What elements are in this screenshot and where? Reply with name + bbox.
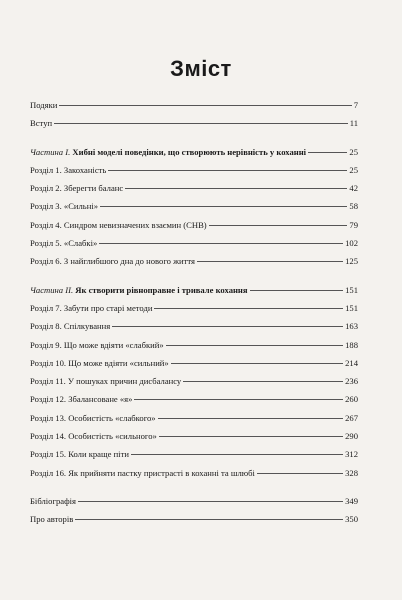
toc-page-number: 102 bbox=[345, 238, 358, 249]
toc-page-number: 25 bbox=[349, 164, 358, 175]
dot-leader bbox=[308, 152, 347, 153]
part-heading bbox=[30, 148, 306, 157]
part-title: Хибні моделі поведінки, що створюють нерівність у коханні bbox=[72, 146, 307, 157]
toc-entry-label: Розділ 5. «Слабкі» bbox=[30, 238, 98, 249]
toc-page-number: 58 bbox=[349, 201, 358, 212]
toc-entry-label: Розділ 14. Особистість «сильного» bbox=[30, 431, 157, 442]
toc-entry-label: Розділ 6. З найглибшого дна до нового життя bbox=[30, 256, 195, 267]
dot-leader bbox=[158, 418, 344, 419]
toc-entry-label: Розділ 9. Що може вдіяти «слабкий» bbox=[30, 339, 164, 350]
dot-leader bbox=[78, 501, 343, 502]
dot-leader bbox=[250, 290, 344, 291]
toc-page-number: 42 bbox=[349, 183, 358, 194]
toc-page-number: 25 bbox=[349, 146, 358, 157]
toc-entry-label: Розділ 16. Як прийняти пастку пристрасті в коханні та шлюбі bbox=[30, 467, 255, 478]
part-heading bbox=[30, 286, 248, 295]
toc-entry-bibliography[interactable] bbox=[30, 497, 358, 515]
dot-leader bbox=[125, 188, 347, 189]
dot-leader bbox=[159, 436, 343, 437]
toc-page-number: 151 bbox=[345, 302, 358, 313]
toc-entry-label: Розділ 8. Спілкування bbox=[30, 321, 111, 332]
toc-entry-label: Розділ 4. Синдром невизначених взаємин (СНВ) bbox=[30, 219, 207, 230]
toc-entry-label: Розділ 3. «Сильні» bbox=[30, 201, 99, 212]
toc-chapter-entry[interactable] bbox=[30, 414, 358, 432]
toc-page-number: 79 bbox=[349, 219, 358, 230]
toc-page-number: 7 bbox=[353, 100, 358, 110]
toc-entry-introduction[interactable] bbox=[30, 119, 358, 137]
toc-page-number: 328 bbox=[345, 467, 358, 478]
toc-entry-label: Розділ 1. Закоханість bbox=[30, 164, 107, 175]
toc-page-number: 125 bbox=[345, 256, 358, 267]
dot-leader bbox=[108, 170, 347, 171]
dot-leader bbox=[54, 123, 348, 124]
toc-entry-label: Розділ 12. Збалансоване «я» bbox=[30, 394, 133, 405]
toc-page-number: 214 bbox=[345, 357, 358, 368]
toc-chapter-entry[interactable] bbox=[30, 450, 358, 468]
toc-entry-label: Про авторів bbox=[30, 514, 74, 525]
toc-page-number: 151 bbox=[345, 284, 358, 295]
dot-leader bbox=[99, 243, 343, 244]
dot-leader bbox=[134, 399, 343, 400]
toc-entry-label: Розділ 10. Що може вдіяти «сильний» bbox=[30, 357, 169, 368]
toc-chapter-entry[interactable] bbox=[30, 377, 358, 395]
toc-entry-label: Подяки bbox=[30, 100, 58, 110]
dot-leader bbox=[183, 381, 343, 382]
toc-part-heading-2[interactable] bbox=[30, 286, 358, 304]
part-number: Частина I. bbox=[30, 146, 71, 157]
dot-leader bbox=[171, 363, 343, 364]
toc-entry-label: Розділ 7. Забути про старі методи bbox=[30, 302, 153, 313]
toc-chapter-entry[interactable] bbox=[30, 166, 358, 184]
toc-entry-label: Розділ 11. У пошуках причин дисбалансу bbox=[30, 376, 182, 387]
toc-chapter-entry[interactable] bbox=[30, 322, 358, 340]
page-title: Зміст bbox=[170, 56, 232, 81]
dot-leader bbox=[257, 473, 343, 474]
toc-entry-label: Розділ 2. Зберегти баланс bbox=[30, 183, 124, 194]
toc-page-number: 312 bbox=[345, 449, 358, 460]
toc-entry-label: Розділ 13. Особистість «слабкого» bbox=[30, 412, 156, 423]
part-title: Як створити рівноправне і тривале кохання bbox=[75, 284, 248, 295]
dot-leader bbox=[59, 105, 351, 106]
toc-page-number: 290 bbox=[345, 431, 358, 442]
toc-page-number: 163 bbox=[345, 321, 358, 332]
part-number: Частина II. bbox=[30, 284, 74, 295]
dot-leader bbox=[100, 206, 347, 207]
toc-chapter-entry[interactable] bbox=[30, 469, 358, 487]
toc-entry-about-authors[interactable] bbox=[30, 515, 358, 533]
toc-chapter-entry[interactable] bbox=[30, 359, 358, 377]
dot-leader bbox=[166, 345, 343, 346]
toc-chapter-entry[interactable] bbox=[30, 257, 358, 275]
toc-page-number: 349 bbox=[345, 495, 358, 506]
toc-chapter-entry[interactable] bbox=[30, 239, 358, 257]
toc-page-number: 188 bbox=[345, 339, 358, 350]
toc-entry-label: Вступ bbox=[30, 118, 53, 129]
dot-leader bbox=[154, 308, 343, 309]
toc-entry-label: Розділ 15. Коли краще піти bbox=[30, 449, 129, 460]
toc-chapter-entry[interactable] bbox=[30, 432, 358, 450]
table-of-contents bbox=[30, 101, 358, 534]
toc-chapter-entry[interactable] bbox=[30, 202, 358, 220]
toc-page-number: 11 bbox=[349, 118, 358, 129]
dot-leader bbox=[112, 326, 343, 327]
toc-page-number: 260 bbox=[345, 394, 358, 405]
toc-page-number: 267 bbox=[345, 412, 358, 423]
dot-leader bbox=[209, 225, 348, 226]
dot-leader bbox=[197, 261, 343, 262]
toc-chapter-entry[interactable] bbox=[30, 221, 358, 239]
toc-page-number: 236 bbox=[345, 376, 358, 387]
toc-page-number: 350 bbox=[345, 514, 358, 525]
dot-leader bbox=[131, 454, 343, 455]
toc-chapter-entry[interactable] bbox=[30, 395, 358, 413]
toc-chapter-entry[interactable] bbox=[30, 341, 358, 359]
toc-entry-label: Бібліографія bbox=[30, 495, 76, 506]
toc-chapter-entry[interactable] bbox=[30, 184, 358, 202]
dot-leader bbox=[75, 519, 343, 520]
toc-chapter-entry[interactable] bbox=[30, 304, 358, 322]
toc-entry-acknowledgements[interactable] bbox=[30, 101, 358, 119]
toc-part-heading-1[interactable] bbox=[30, 148, 358, 166]
